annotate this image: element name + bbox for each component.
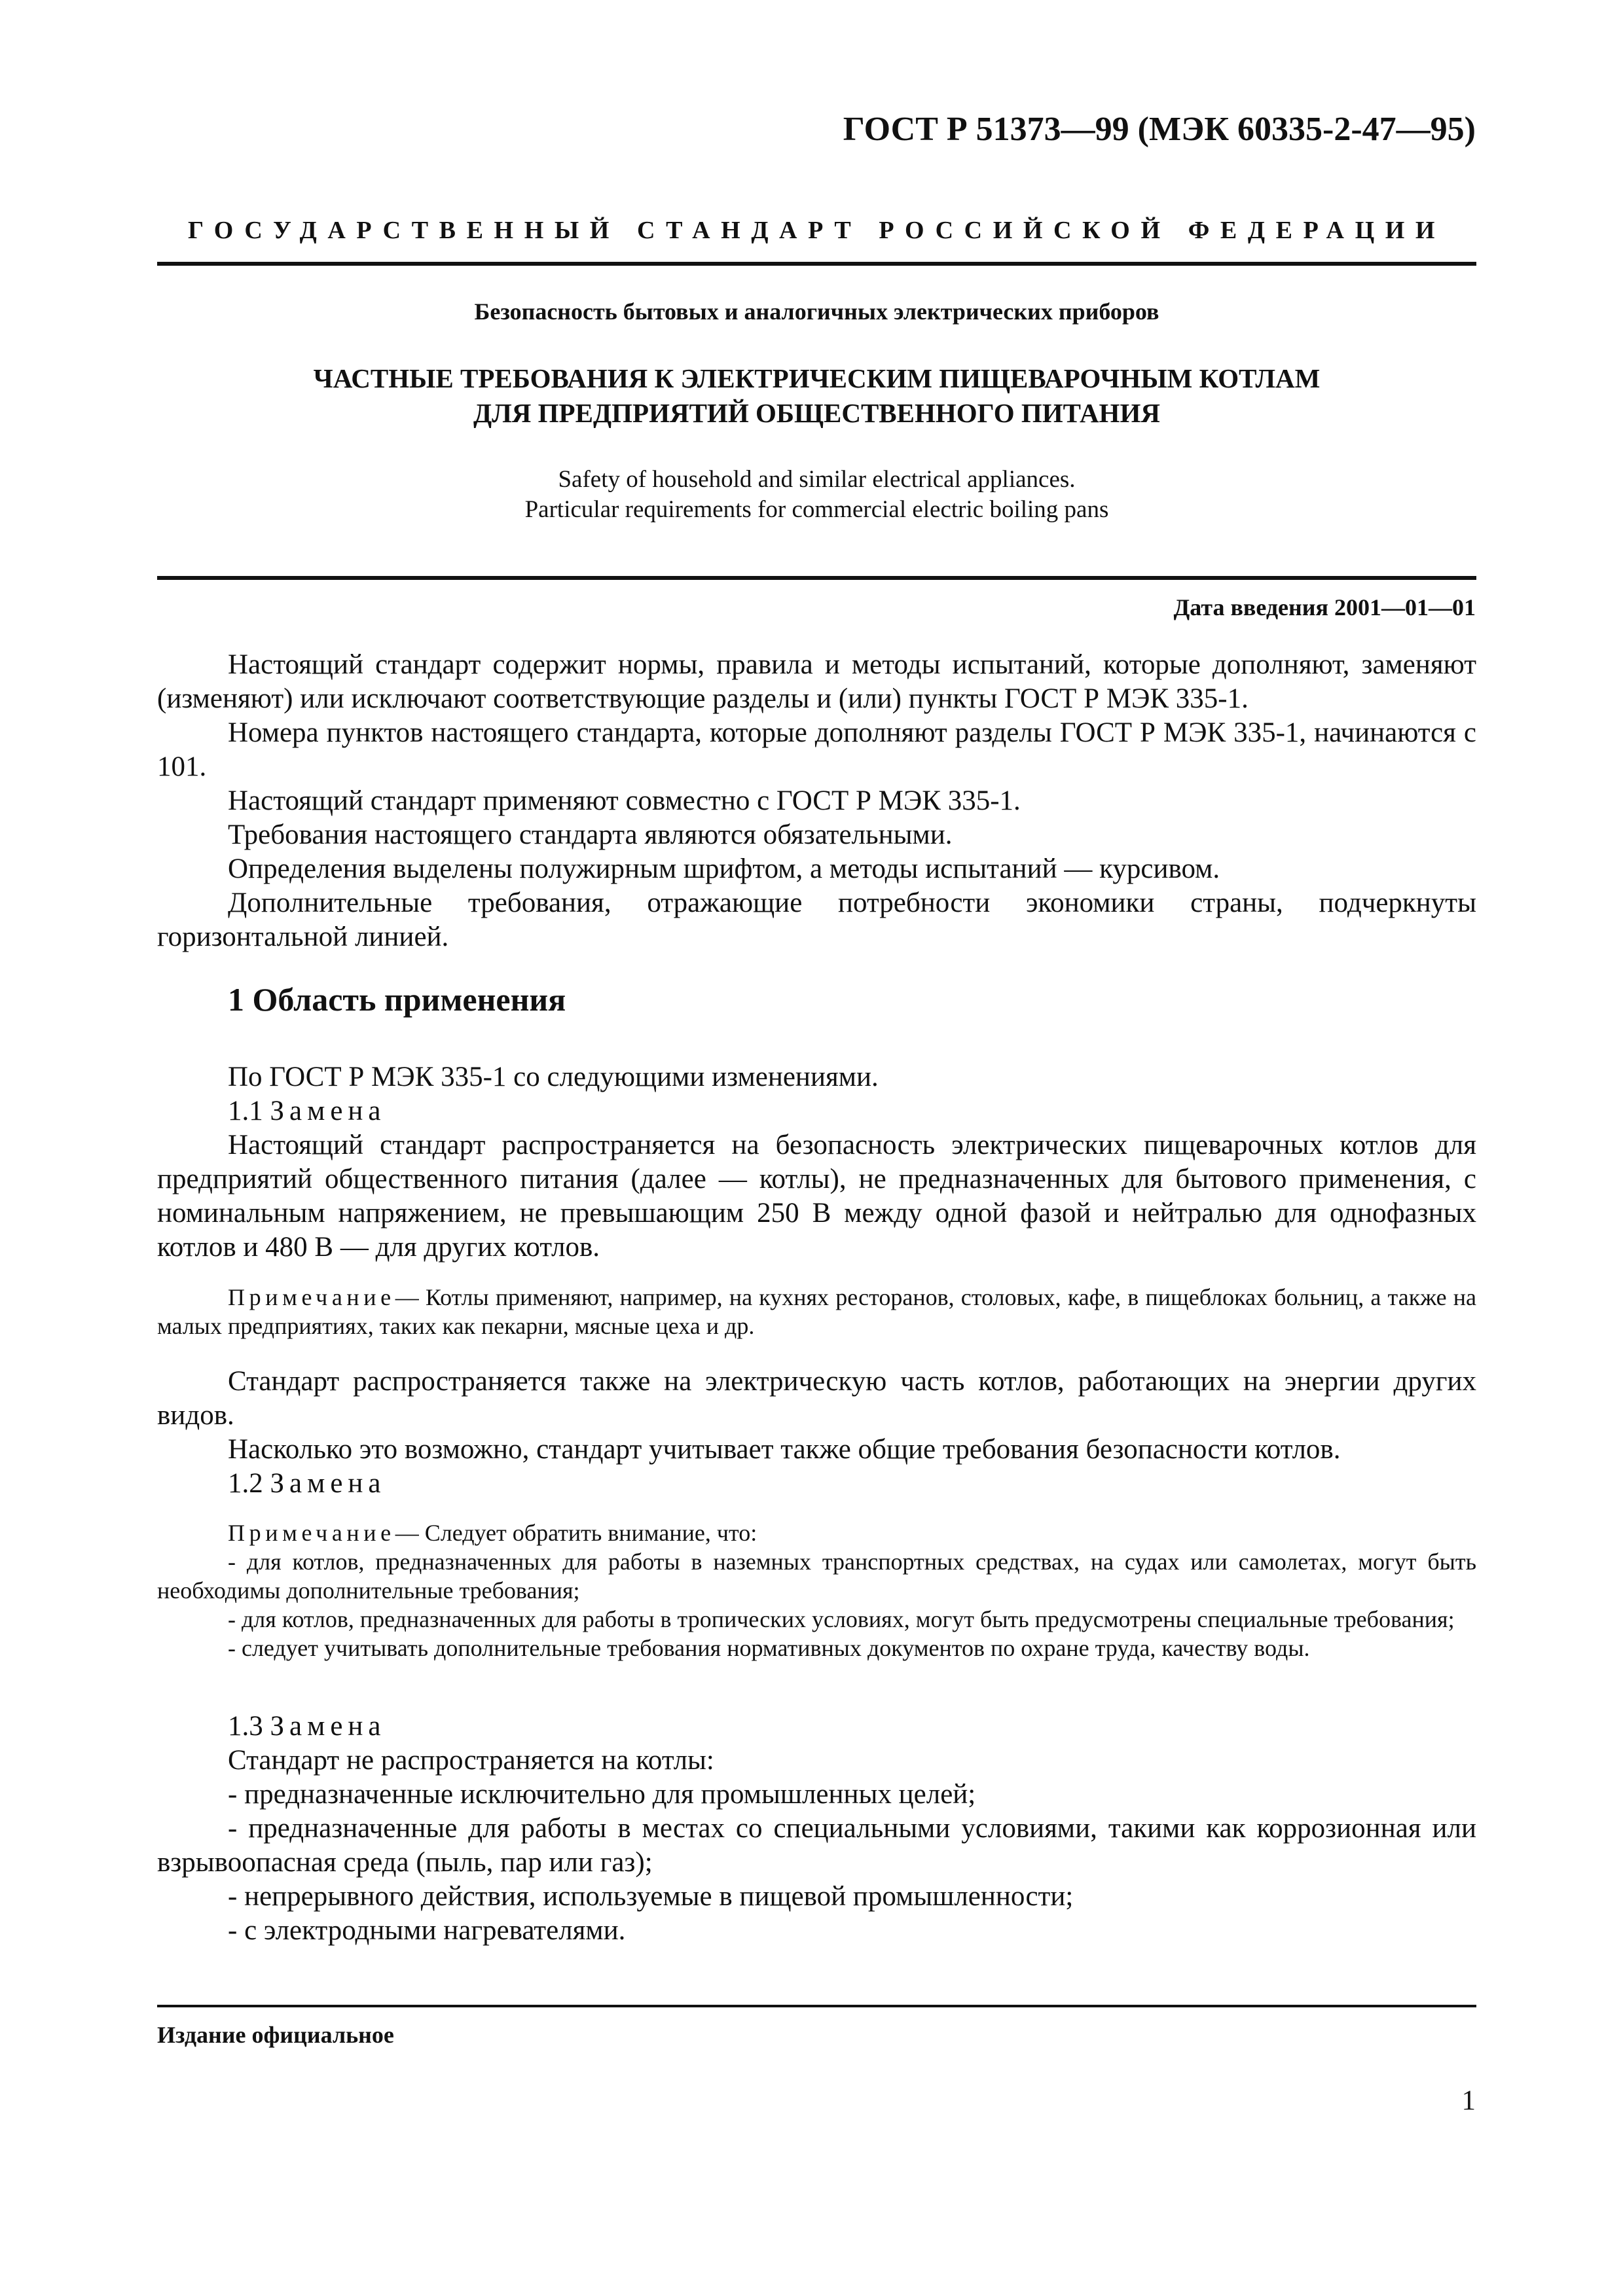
clause-label: Замена [270, 1468, 386, 1499]
clause-text: Стандарт не распространяется на котлы: [228, 1745, 714, 1776]
english-title-line-1: Safety of household and similar electrical appliances. [558, 466, 1076, 493]
edition-label: Издание официальное [157, 2022, 394, 2048]
clause-1-1-extra [157, 1365, 1476, 1501]
introduction-date: Дата введения 2001—01—01 [1173, 594, 1476, 620]
preamble-paragraph: Настоящий стандарт применяют совместно с ГОСТ Р МЭК 335-1. [228, 785, 1021, 816]
note-paragraph [157, 1518, 1476, 1547]
note-item: - для котлов, предназначенных для работы в тропических условиях, могут быть предусмотрены специальные требования; [228, 1606, 1455, 1632]
note-1 [157, 1283, 1476, 1340]
preamble-paragraph: Настоящий стандарт содержит нормы, правила и методы испытаний, которые дополняют, заменяют (изменяют) или исключают соответствующие разделы и (или) пункты ГОСТ Р МЭК 335-1. [157, 649, 1476, 714]
clause-heading [157, 1710, 1476, 1744]
note-text: — Котлы применяют, например, на кухнях ресторанов, столовых, кафе, в пищеблоках больниц, а также на малых предприятиях, таких как пекарни, мясные цеха и др. [157, 1284, 1476, 1339]
title-rule [157, 576, 1476, 580]
clause-number: 1.2 [228, 1468, 263, 1499]
note-item: - для котлов, предназначенных для работы в наземных транспортных средствах, на судах или самолетах, могут быть необходимы дополнительные требования; [157, 1549, 1476, 1604]
preamble-paragraph: Дополнительные требования, отражающие потребности экономики страны, подчеркнуты горизонтальной линией. [157, 888, 1476, 952]
footer-rule [157, 2005, 1476, 2007]
main-title [157, 361, 1476, 431]
list-item: - непрерывного действия, используемые в пищевой промышленности; [228, 1881, 1074, 1912]
preamble-paragraph: Определения выделены полужирным шрифтом, а методы испытаний — курсивом. [228, 853, 1220, 884]
clause-text: Настоящий стандарт распространяется на безопасность электрических пищеварочных котлов для предприятий общественного питания (далее — котлы), не предназначенных для бытового применения, с номинальным напряжением, не превышающим 250 В между одной фазой и нейтралью для однофазных котлов и 480 В — для других котлов. [157, 1130, 1476, 1263]
clause-1-1-block [157, 1060, 1476, 1265]
preamble [157, 648, 1476, 954]
note-text: — Следует обратить внимание, что: [395, 1520, 757, 1546]
clause-1-3-block [157, 1710, 1476, 1948]
section-intro: По ГОСТ Р МЭК 335-1 со следующими изменениями. [228, 1062, 879, 1092]
english-title [157, 465, 1476, 525]
note-label: Примечание [228, 1520, 395, 1546]
clause-heading [157, 1467, 1476, 1501]
clause-text: Стандарт распространяется также на электрическую часть котлов, работающих на энергии других видов. [157, 1366, 1476, 1431]
note-2 [157, 1518, 1476, 1662]
clause-label: Замена [270, 1711, 386, 1742]
clause-label: Замена [270, 1096, 386, 1126]
clause-text: Насколько это возможно, стандарт учитывает также общие требования безопасности котлов. [228, 1434, 1341, 1465]
main-title-line-2: ДЛЯ ПРЕДПРИЯТИЙ ОБЩЕСТВЕННОГО ПИТАНИЯ [473, 398, 1160, 428]
clause-number: 1.1 [228, 1096, 263, 1126]
header-rule [157, 262, 1476, 266]
note-label: Примечание [228, 1284, 395, 1310]
state-standard-title: ГОСУДАРСТВЕННЫЙ СТАНДАРТ РОССИЙСКОЙ ФЕДЕРАЦИИ [187, 217, 1446, 244]
document-code: ГОСТ Р 51373—99 (МЭК 60335-2-47—95) [843, 111, 1476, 148]
preamble-paragraph: Требования настоящего стандарта являются обязательными. [228, 819, 953, 850]
preamble-paragraph: Номера пунктов настоящего стандарта, которые дополняют разделы ГОСТ Р МЭК 335-1, начинаются с 101. [157, 717, 1476, 782]
main-title-line-1: ЧАСТНЫЕ ТРЕБОВАНИЯ К ЭЛЕКТРИЧЕСКИМ ПИЩЕВАРОЧНЫМ КОТЛАМ [313, 363, 1321, 393]
note-paragraph [157, 1283, 1476, 1340]
subtitle: Безопасность бытовых и аналогичных электрических приборов [474, 298, 1159, 325]
note-item: - следует учитывать дополнительные требования нормативных документов по охране труда, качеству воды. [228, 1635, 1310, 1661]
clause-heading [157, 1094, 1476, 1128]
section-heading: 1 Область применения [228, 981, 566, 1018]
page-number: 1 [1461, 2085, 1476, 2116]
english-title-line-2: Particular requirements for commercial electric boiling pans [524, 496, 1109, 523]
list-item: - предназначенные исключительно для промышленных целей; [228, 1779, 976, 1810]
clause-number: 1.3 [228, 1711, 263, 1742]
list-item: - предназначенные для работы в местах со специальными условиями, такими как коррозионная или взрывоопасная среда (пыль, пар или газ); [157, 1813, 1476, 1878]
list-item: - с электродными нагревателями. [228, 1915, 626, 1946]
